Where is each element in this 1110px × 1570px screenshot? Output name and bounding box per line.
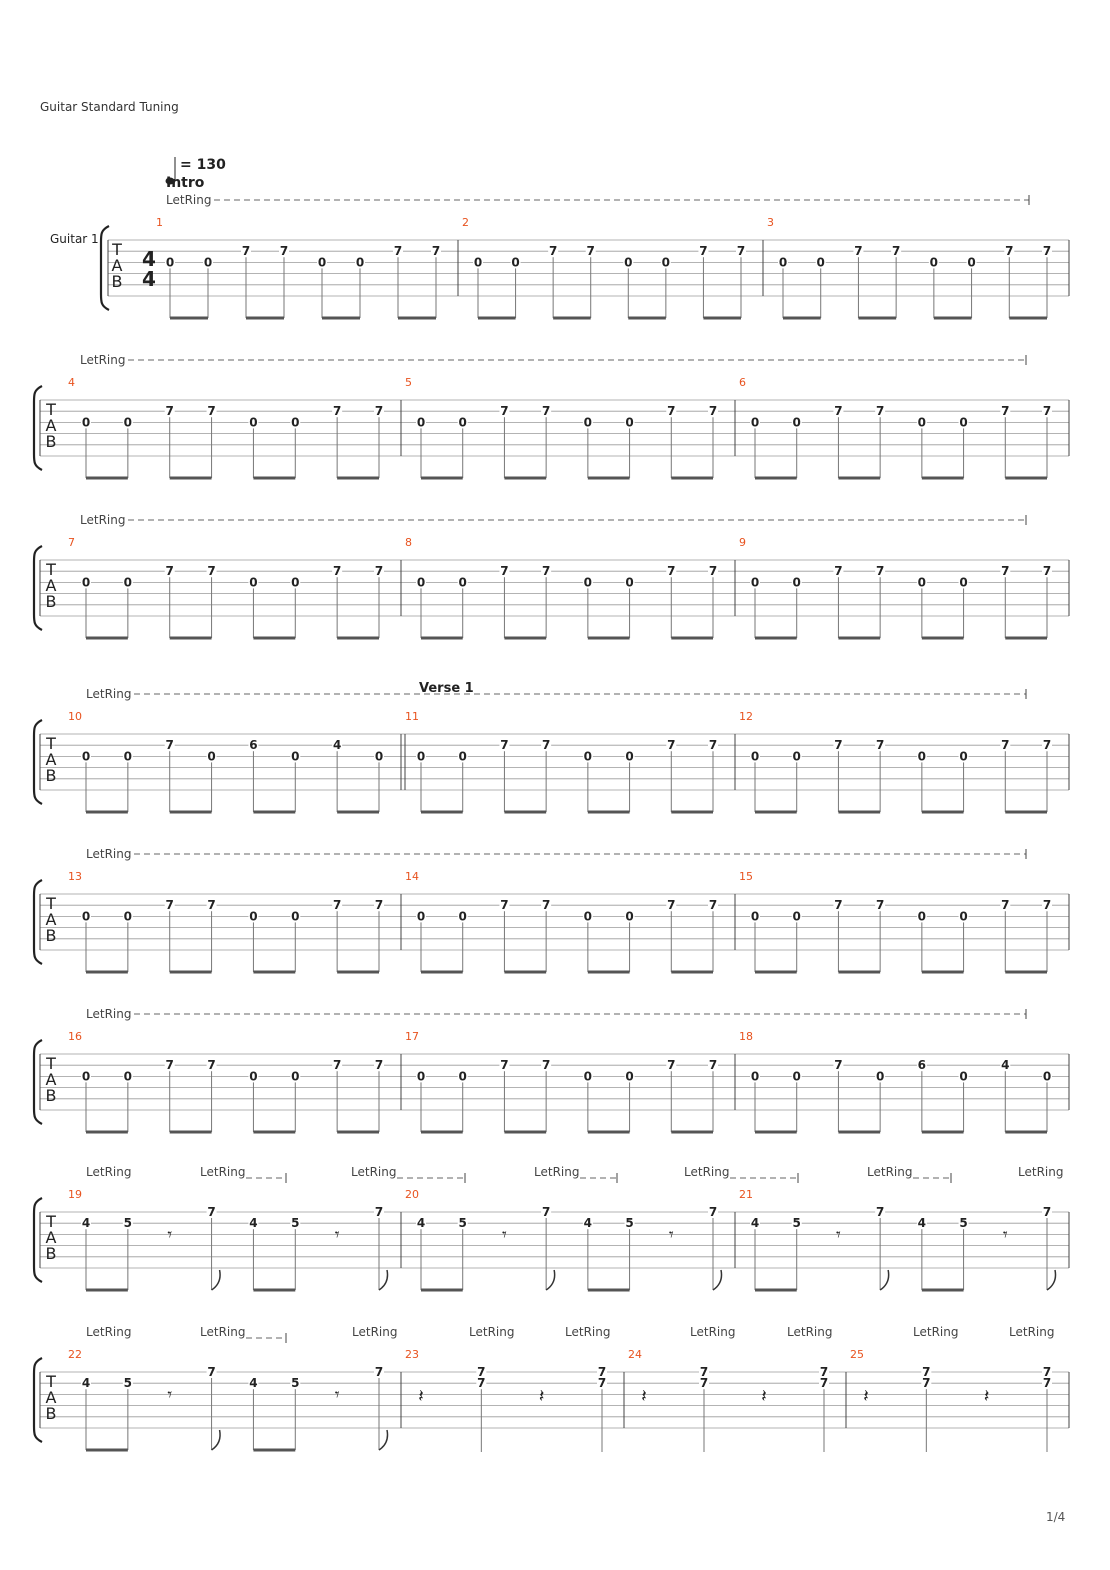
fret-number: 4 xyxy=(81,1216,91,1231)
fret-number: 0 xyxy=(792,575,801,590)
tab-clef-letter: T xyxy=(46,1054,56,1073)
eighth-rest: 𝄾 xyxy=(502,1224,507,1246)
measure-number: 5 xyxy=(405,376,412,389)
fret-number: 0 xyxy=(750,909,760,924)
fret-number: 7 xyxy=(207,898,216,913)
staff-bracket xyxy=(34,1198,42,1282)
fret-number: 7 xyxy=(500,738,509,753)
fret-number: 7 xyxy=(165,1058,174,1073)
fret-number: 7 xyxy=(500,898,509,913)
letring-label: LetRing xyxy=(86,1165,132,1179)
fret-number: 4 xyxy=(750,1216,760,1231)
fret-number: 0 xyxy=(249,1069,258,1084)
fret-number: 7 xyxy=(875,404,885,419)
fret-number: 7 xyxy=(332,564,342,579)
tab-clef-letter: T xyxy=(46,734,56,753)
note-flag xyxy=(1047,1270,1056,1290)
tab-clef-letter: B xyxy=(45,432,57,451)
fret-number: 0 xyxy=(81,575,91,590)
measure-number: 18 xyxy=(739,1030,753,1043)
fret-number: 0 xyxy=(583,1069,593,1084)
fret-number: 0 xyxy=(624,255,633,270)
fret-number: 7 xyxy=(708,1205,718,1219)
tab-clef-letter: B xyxy=(45,1086,57,1105)
fret-number: 4 xyxy=(416,1216,426,1231)
letring-label: LetRing xyxy=(80,353,126,367)
fret-number: 0 xyxy=(291,1069,300,1084)
quarter-rest: 𝄽 xyxy=(761,1386,767,1407)
fret-number: 0 xyxy=(511,255,520,270)
fret-number: 0 xyxy=(458,415,467,430)
fret-number: 7 xyxy=(597,1365,607,1379)
measure-number: 3 xyxy=(767,216,774,229)
fret-number: 0 xyxy=(583,909,593,924)
fret-number: 7 xyxy=(667,738,676,753)
fret-number: 0 xyxy=(959,1069,968,1084)
measure-number: 20 xyxy=(405,1188,419,1201)
fret-number: 7 xyxy=(736,244,746,259)
eighth-rest: 𝄾 xyxy=(334,1384,340,1406)
tab-clef-letter: A xyxy=(45,750,57,769)
eighth-rest: 𝄾 xyxy=(167,1224,173,1246)
fret-number: 7 xyxy=(1042,738,1052,753)
letring-label: LetRing xyxy=(80,513,126,527)
staff-system xyxy=(34,1173,1069,1290)
fret-number: 7 xyxy=(500,1058,509,1073)
fret-number: 0 xyxy=(661,255,671,270)
fret-number: 0 xyxy=(458,749,467,764)
fret-number: 0 xyxy=(929,255,939,270)
fret-number: 7 xyxy=(1042,244,1052,259)
fret-number: 4 xyxy=(81,1376,91,1391)
fret-number: 0 xyxy=(967,255,976,270)
fret-number: 0 xyxy=(355,255,365,270)
fret-number: 0 xyxy=(81,909,91,924)
measure-number: 4 xyxy=(68,376,75,389)
fret-number: 7 xyxy=(1005,244,1014,259)
fret-number: 4 xyxy=(332,738,342,753)
fret-number: 7 xyxy=(699,244,708,259)
fret-number: 0 xyxy=(416,909,426,924)
fret-number: 5 xyxy=(959,1216,968,1231)
fret-number: 0 xyxy=(583,749,593,764)
fret-number: 7 xyxy=(708,1058,718,1073)
fret-number: 0 xyxy=(792,749,801,764)
letring-label: LetRing xyxy=(913,1325,959,1339)
fret-number: 0 xyxy=(917,415,927,430)
fret-number: 7 xyxy=(586,244,595,259)
letring-label: LetRing xyxy=(565,1325,611,1339)
fret-number: 0 xyxy=(959,415,968,430)
fret-number: 7 xyxy=(500,564,509,579)
tab-clef-letter: T xyxy=(112,240,122,259)
fret-number: 7 xyxy=(207,1058,216,1073)
fret-number: 0 xyxy=(917,909,927,924)
measure-number: 19 xyxy=(68,1188,82,1201)
fret-number: 0 xyxy=(625,575,634,590)
letring-label: LetRing xyxy=(351,1165,397,1179)
fret-number: 7 xyxy=(541,898,551,913)
tab-clef-letter: B xyxy=(111,272,123,291)
fret-number: 0 xyxy=(165,255,175,270)
fret-number: 7 xyxy=(1001,738,1010,753)
fret-number: 7 xyxy=(332,1058,342,1073)
fret-number: 7 xyxy=(207,1205,216,1219)
tab-clef-letter: A xyxy=(45,910,57,929)
tuning-label: Guitar Standard Tuning xyxy=(40,100,179,114)
fret-number: 0 xyxy=(416,1069,426,1084)
quarter-rest: 𝄽 xyxy=(863,1386,869,1407)
fret-number: 0 xyxy=(792,415,801,430)
fret-number: 0 xyxy=(291,909,300,924)
eighth-rest: 𝄾 xyxy=(334,1224,340,1246)
fret-number: 7 xyxy=(819,1365,829,1379)
measure-number: 16 xyxy=(68,1030,82,1043)
fret-number: 4 xyxy=(917,1216,927,1231)
fret-number: 0 xyxy=(416,415,426,430)
measure-number: 17 xyxy=(405,1030,419,1043)
fret-number: 0 xyxy=(750,575,760,590)
fret-number: 6 xyxy=(917,1058,927,1073)
fret-number: 0 xyxy=(81,1069,91,1084)
fret-number: 7 xyxy=(708,898,718,913)
fret-number: 5 xyxy=(123,1216,133,1231)
fret-number: 5 xyxy=(291,1376,300,1391)
tab-clef-letter: B xyxy=(45,1244,57,1263)
fret-number: 0 xyxy=(249,415,258,430)
fret-number: 0 xyxy=(473,255,483,270)
staff-system xyxy=(34,689,1069,812)
measure-number: 21 xyxy=(739,1188,753,1201)
fret-number: 7 xyxy=(708,738,718,753)
eighth-rest: 𝄾 xyxy=(167,1384,173,1406)
tab-clef-letter: A xyxy=(111,256,123,275)
tab-clef-letter: A xyxy=(45,416,57,435)
fret-number: 0 xyxy=(959,749,968,764)
time-signature-top: 4 xyxy=(142,247,156,271)
staff-bracket xyxy=(34,1040,42,1124)
fret-number: 7 xyxy=(374,1365,384,1379)
fret-number: 7 xyxy=(374,404,384,419)
fret-number: 7 xyxy=(1042,1376,1052,1391)
measure-number: 12 xyxy=(739,710,753,723)
fret-number: 7 xyxy=(834,404,843,419)
fret-number: 7 xyxy=(548,244,558,259)
note-flag xyxy=(212,1270,221,1290)
fret-number: 0 xyxy=(1042,1069,1052,1084)
letring-label: LetRing xyxy=(867,1165,913,1179)
note-flag xyxy=(212,1430,221,1450)
staff-bracket xyxy=(34,720,42,804)
fret-number: 7 xyxy=(477,1376,486,1391)
letring-label: LetRing xyxy=(86,687,132,701)
fret-number: 7 xyxy=(699,1376,709,1391)
fret-number: 7 xyxy=(165,898,174,913)
fret-number: 7 xyxy=(374,1205,384,1219)
fret-number: 0 xyxy=(123,415,133,430)
fret-number: 7 xyxy=(541,564,551,579)
fret-number: 6 xyxy=(249,738,258,753)
letring-label: LetRing xyxy=(200,1325,246,1339)
fret-number: 5 xyxy=(625,1216,634,1231)
fret-number: 0 xyxy=(750,1069,760,1084)
note-flag xyxy=(880,1270,889,1290)
staff-system xyxy=(34,355,1069,478)
letring-label: LetRing xyxy=(1018,1165,1064,1179)
fret-number: 0 xyxy=(750,415,760,430)
fret-number: 0 xyxy=(207,749,216,764)
fret-number: 7 xyxy=(834,898,843,913)
fret-number: 0 xyxy=(123,575,133,590)
fret-number: 7 xyxy=(374,1058,384,1073)
fret-number: 7 xyxy=(667,564,676,579)
fret-number: 7 xyxy=(1001,404,1010,419)
fret-number: 0 xyxy=(917,749,927,764)
measure-number: 7 xyxy=(68,536,75,549)
tab-clef-letter: T xyxy=(46,400,56,419)
fret-number: 0 xyxy=(625,909,634,924)
fret-number: 0 xyxy=(625,415,634,430)
fret-number: 0 xyxy=(249,575,258,590)
fret-number: 7 xyxy=(667,898,676,913)
fret-number: 0 xyxy=(123,909,133,924)
tempo-marking: = 130 xyxy=(180,157,226,173)
fret-number: 0 xyxy=(416,575,426,590)
fret-number: 7 xyxy=(541,738,551,753)
letring-label: LetRing xyxy=(469,1325,515,1339)
fret-number: 0 xyxy=(959,575,968,590)
letring-label: LetRing xyxy=(86,1007,132,1021)
time-signature-bottom: 4 xyxy=(142,267,156,291)
measure-number: 1 xyxy=(156,216,163,229)
eighth-rest: 𝄾 xyxy=(836,1224,841,1246)
eighth-rest: 𝄾 xyxy=(1002,1224,1008,1246)
staff-system xyxy=(34,1009,1069,1132)
measure-number: 6 xyxy=(739,376,746,389)
tab-clef-letter: B xyxy=(45,1404,57,1423)
fret-number: 0 xyxy=(123,749,133,764)
tab-clef-letter: T xyxy=(46,894,56,913)
tab-clef-letter: B xyxy=(45,766,57,785)
quarter-rest: 𝄽 xyxy=(538,1386,545,1407)
fret-number: 7 xyxy=(875,898,885,913)
measure-number: 14 xyxy=(405,870,419,883)
fret-number: 0 xyxy=(816,255,825,270)
fret-number: 0 xyxy=(374,749,384,764)
fret-number: 0 xyxy=(458,1069,467,1084)
fret-number: 0 xyxy=(123,1069,133,1084)
measure-number: 23 xyxy=(405,1348,419,1361)
quarter-rest: 𝄽 xyxy=(418,1386,424,1407)
note-flag xyxy=(379,1270,388,1290)
measure-number: 11 xyxy=(405,710,419,723)
staff-system xyxy=(34,1333,1069,1452)
measure-number: 10 xyxy=(68,710,82,723)
fret-number: 7 xyxy=(393,244,403,259)
fret-number: 7 xyxy=(207,404,216,419)
fret-number: 7 xyxy=(667,1058,676,1073)
fret-number: 4 xyxy=(1001,1058,1010,1073)
staff-system xyxy=(34,515,1069,638)
fret-number: 0 xyxy=(792,909,801,924)
fret-number: 0 xyxy=(583,575,593,590)
fret-number: 7 xyxy=(1042,564,1052,579)
letring-label: LetRing xyxy=(200,1165,246,1179)
fret-number: 7 xyxy=(207,564,216,579)
fret-number: 7 xyxy=(699,1365,709,1379)
tab-clef-letter: B xyxy=(45,926,57,945)
fret-number: 0 xyxy=(959,909,968,924)
fret-number: 0 xyxy=(625,1069,634,1084)
fret-number: 0 xyxy=(750,749,760,764)
note-flag xyxy=(379,1430,388,1450)
fret-number: 7 xyxy=(332,404,342,419)
fret-number: 7 xyxy=(207,1365,216,1379)
letring-label: LetRing xyxy=(787,1325,833,1339)
fret-number: 5 xyxy=(123,1376,133,1391)
fret-number: 5 xyxy=(458,1216,467,1231)
quarter-rest: 𝄽 xyxy=(983,1386,990,1407)
fret-number: 5 xyxy=(792,1216,801,1231)
fret-number: 7 xyxy=(165,738,174,753)
letring-label: LetRing xyxy=(166,193,212,207)
fret-number: 7 xyxy=(165,404,174,419)
fret-number: 7 xyxy=(922,1376,931,1391)
letring-label: LetRing xyxy=(1009,1325,1055,1339)
fret-number: 0 xyxy=(458,575,467,590)
fret-number: 0 xyxy=(81,415,91,430)
tab-clef-letter: T xyxy=(46,1372,56,1391)
fret-number: 5 xyxy=(291,1216,300,1231)
fret-number: 7 xyxy=(1042,898,1052,913)
tab-clef-letter: A xyxy=(45,1070,57,1089)
fret-number: 7 xyxy=(241,244,251,259)
fret-number: 7 xyxy=(922,1365,931,1379)
tab-clef-letter: T xyxy=(46,560,56,579)
fret-number: 0 xyxy=(458,909,467,924)
fret-number: 7 xyxy=(708,564,718,579)
fret-number: 7 xyxy=(891,244,901,259)
fret-number: 4 xyxy=(583,1216,593,1231)
fret-number: 0 xyxy=(792,1069,801,1084)
fret-number: 0 xyxy=(203,255,213,270)
tab-clef-letter: A xyxy=(45,1388,57,1407)
tab-clef-letter: B xyxy=(45,592,57,611)
fret-number: 7 xyxy=(477,1365,486,1379)
fret-number: 7 xyxy=(541,1058,551,1073)
tab-clef-letter: T xyxy=(46,1212,56,1231)
fret-number: 7 xyxy=(834,1058,843,1073)
fret-number: 7 xyxy=(819,1376,829,1391)
fret-number: 0 xyxy=(317,255,327,270)
fret-number: 0 xyxy=(291,415,300,430)
section-marker-verse: Verse 1 xyxy=(419,681,474,696)
fret-number: 7 xyxy=(374,564,384,579)
fret-number: 7 xyxy=(1042,404,1052,419)
fret-number: 0 xyxy=(291,749,300,764)
fret-number: 7 xyxy=(1001,564,1010,579)
measure-number: 25 xyxy=(850,1348,864,1361)
fret-number: 0 xyxy=(917,575,927,590)
note-flag xyxy=(546,1270,555,1290)
fret-number: 7 xyxy=(541,404,551,419)
fret-number: 7 xyxy=(279,244,289,259)
fret-number: 0 xyxy=(583,415,593,430)
letring-label: LetRing xyxy=(352,1325,398,1339)
fret-number: 7 xyxy=(597,1376,607,1391)
measure-number: 13 xyxy=(68,870,82,883)
staff-bracket xyxy=(34,386,42,470)
track-name: Guitar 1 xyxy=(50,232,99,246)
fret-number: 7 xyxy=(1042,1365,1052,1379)
measure-number: 15 xyxy=(739,870,753,883)
fret-number: 0 xyxy=(875,1069,885,1084)
staff-bracket xyxy=(34,546,42,630)
measure-number: 22 xyxy=(68,1348,82,1361)
fret-number: 7 xyxy=(1042,1205,1052,1219)
tab-clef-letter: A xyxy=(45,576,57,595)
page-number: 1/4 xyxy=(1046,1510,1066,1524)
fret-number: 7 xyxy=(431,244,441,259)
note-flag xyxy=(713,1270,722,1290)
fret-number: 7 xyxy=(1001,898,1010,913)
staff-system xyxy=(34,849,1069,972)
letring-label: LetRing xyxy=(86,1325,132,1339)
fret-number: 7 xyxy=(834,564,843,579)
letring-label: LetRing xyxy=(534,1165,580,1179)
fret-number: 0 xyxy=(625,749,634,764)
quarter-rest: 𝄽 xyxy=(641,1386,647,1407)
fret-number: 7 xyxy=(875,1205,885,1219)
measure-number: 9 xyxy=(739,536,746,549)
fret-number: 7 xyxy=(541,1205,551,1219)
staff-bracket xyxy=(34,1358,42,1442)
fret-number: 0 xyxy=(249,909,258,924)
fret-number: 7 xyxy=(165,564,174,579)
fret-number: 7 xyxy=(374,898,384,913)
fret-number: 4 xyxy=(249,1376,258,1391)
fret-number: 7 xyxy=(875,738,885,753)
fret-number: 7 xyxy=(667,404,676,419)
measure-number: 2 xyxy=(462,216,469,229)
fret-number: 7 xyxy=(875,564,885,579)
eighth-rest: 𝄾 xyxy=(668,1224,674,1246)
fret-number: 0 xyxy=(81,749,91,764)
fret-number: 4 xyxy=(249,1216,258,1231)
fret-number: 0 xyxy=(291,575,300,590)
fret-number: 7 xyxy=(332,898,342,913)
fret-number: 7 xyxy=(500,404,509,419)
fret-number: 7 xyxy=(708,404,718,419)
staff-bracket xyxy=(34,880,42,964)
tab-clef-letter: A xyxy=(45,1228,57,1247)
letring-label: LetRing xyxy=(690,1325,736,1339)
measure-number: 8 xyxy=(405,536,412,549)
fret-number: 7 xyxy=(834,738,843,753)
measure-number: 24 xyxy=(628,1348,642,1361)
section-marker-intro: Intro xyxy=(166,175,205,191)
fret-number: 0 xyxy=(778,255,788,270)
fret-number: 7 xyxy=(854,244,863,259)
letring-label: LetRing xyxy=(684,1165,730,1179)
letring-label: LetRing xyxy=(86,847,132,861)
fret-number: 0 xyxy=(416,749,426,764)
